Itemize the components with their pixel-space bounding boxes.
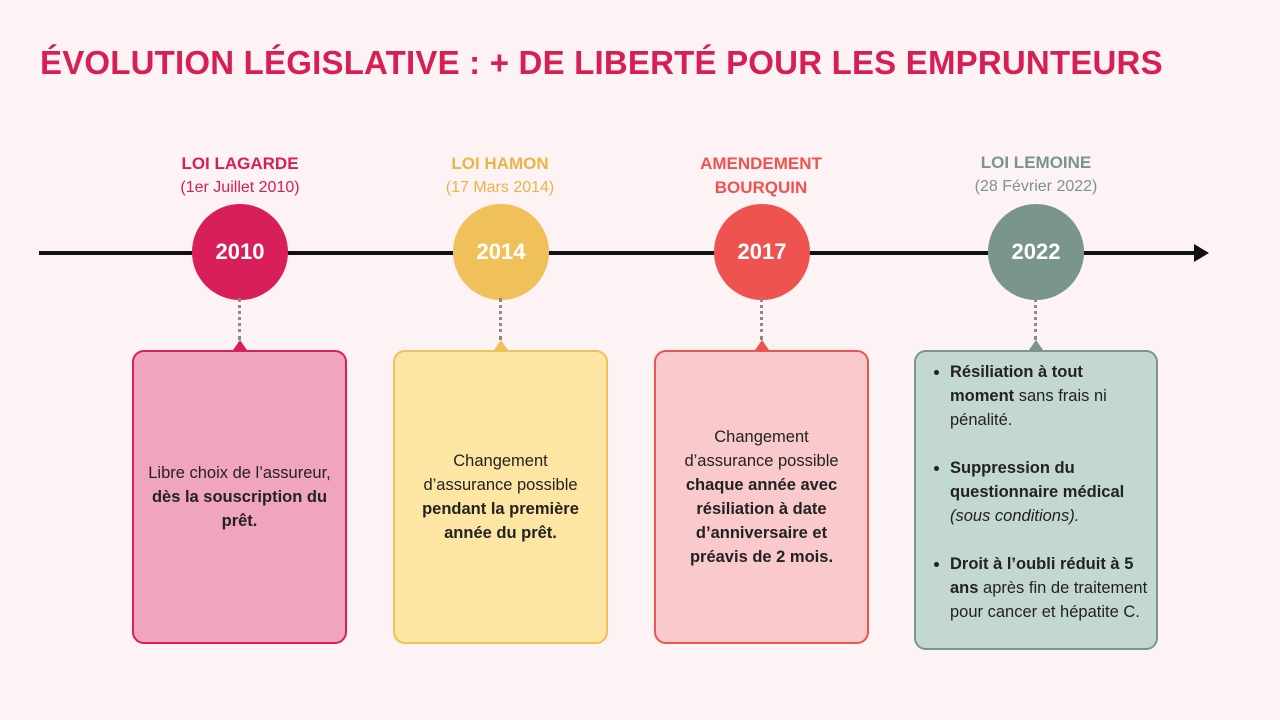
list-item: • Suppression du questionnaire médical (sous conditions). (950, 456, 1150, 528)
milestone-box-bourquin (654, 350, 869, 644)
connector-dots (499, 298, 502, 340)
connector-pointer (1029, 340, 1043, 350)
milestone-description: Libre choix de l’assureur, dès la souscription du prêt. (148, 464, 331, 530)
milestone-label-lemoine (916, 151, 1156, 199)
page-title: ÉVOLUTION LÉGISLATIVE : + DE LIBERTÉ POUR LES EMPRUNTEURS (40, 44, 1163, 81)
connector-dots (1034, 298, 1037, 340)
connector-pointer (233, 340, 247, 350)
milestone-name: LOI HAMON (451, 154, 549, 173)
list-item: • Droit à l’oubli réduit à 5 ans après fin de traitement pour cancer et hépatite C. (950, 552, 1150, 624)
milestone-date: (28 Février 2022) (974, 178, 1098, 195)
year-circle-2022: 2022 (988, 204, 1084, 300)
connector-dots (238, 298, 241, 340)
milestone-name: LOI LEMOINE (980, 153, 1092, 172)
milestone-label-hamon (380, 152, 620, 200)
milestone-name: LOI LAGARDE (181, 154, 299, 173)
connector-pointer (755, 340, 769, 350)
milestone-date: (1er Juillet 2010) (180, 179, 300, 196)
milestone-box-hamon (393, 350, 608, 644)
milestone-date: (17 Mars 2014) (445, 179, 555, 196)
lemoine-bullet-list (928, 360, 1150, 624)
connector-pointer (494, 340, 508, 350)
year-circle-2014: 2014 (453, 204, 549, 300)
milestone-box-lagarde (132, 350, 347, 644)
year-circle-2017: 2017 (714, 204, 810, 300)
milestone-description: Changement d’assurance possible pendant la première année du prêt. (422, 452, 579, 542)
milestone-name-line1: AMENDEMENT (700, 154, 822, 173)
connector-dots (760, 298, 763, 340)
timeline-arrow-icon (1194, 244, 1209, 262)
milestone-description: Changement d’assurance possible chaque année avec résiliation à date d’anniversaire et préavis de 2 mois. (684, 428, 839, 566)
milestone-label-lagarde (120, 152, 360, 200)
milestone-label-bourquin (641, 152, 881, 200)
milestone-name-line2: BOURQUIN (714, 178, 808, 197)
year-circle-2010: 2010 (192, 204, 288, 300)
milestone-box-lemoine (914, 350, 1158, 650)
list-item: • Résiliation à tout moment sans frais ni pénalité. (950, 360, 1150, 432)
